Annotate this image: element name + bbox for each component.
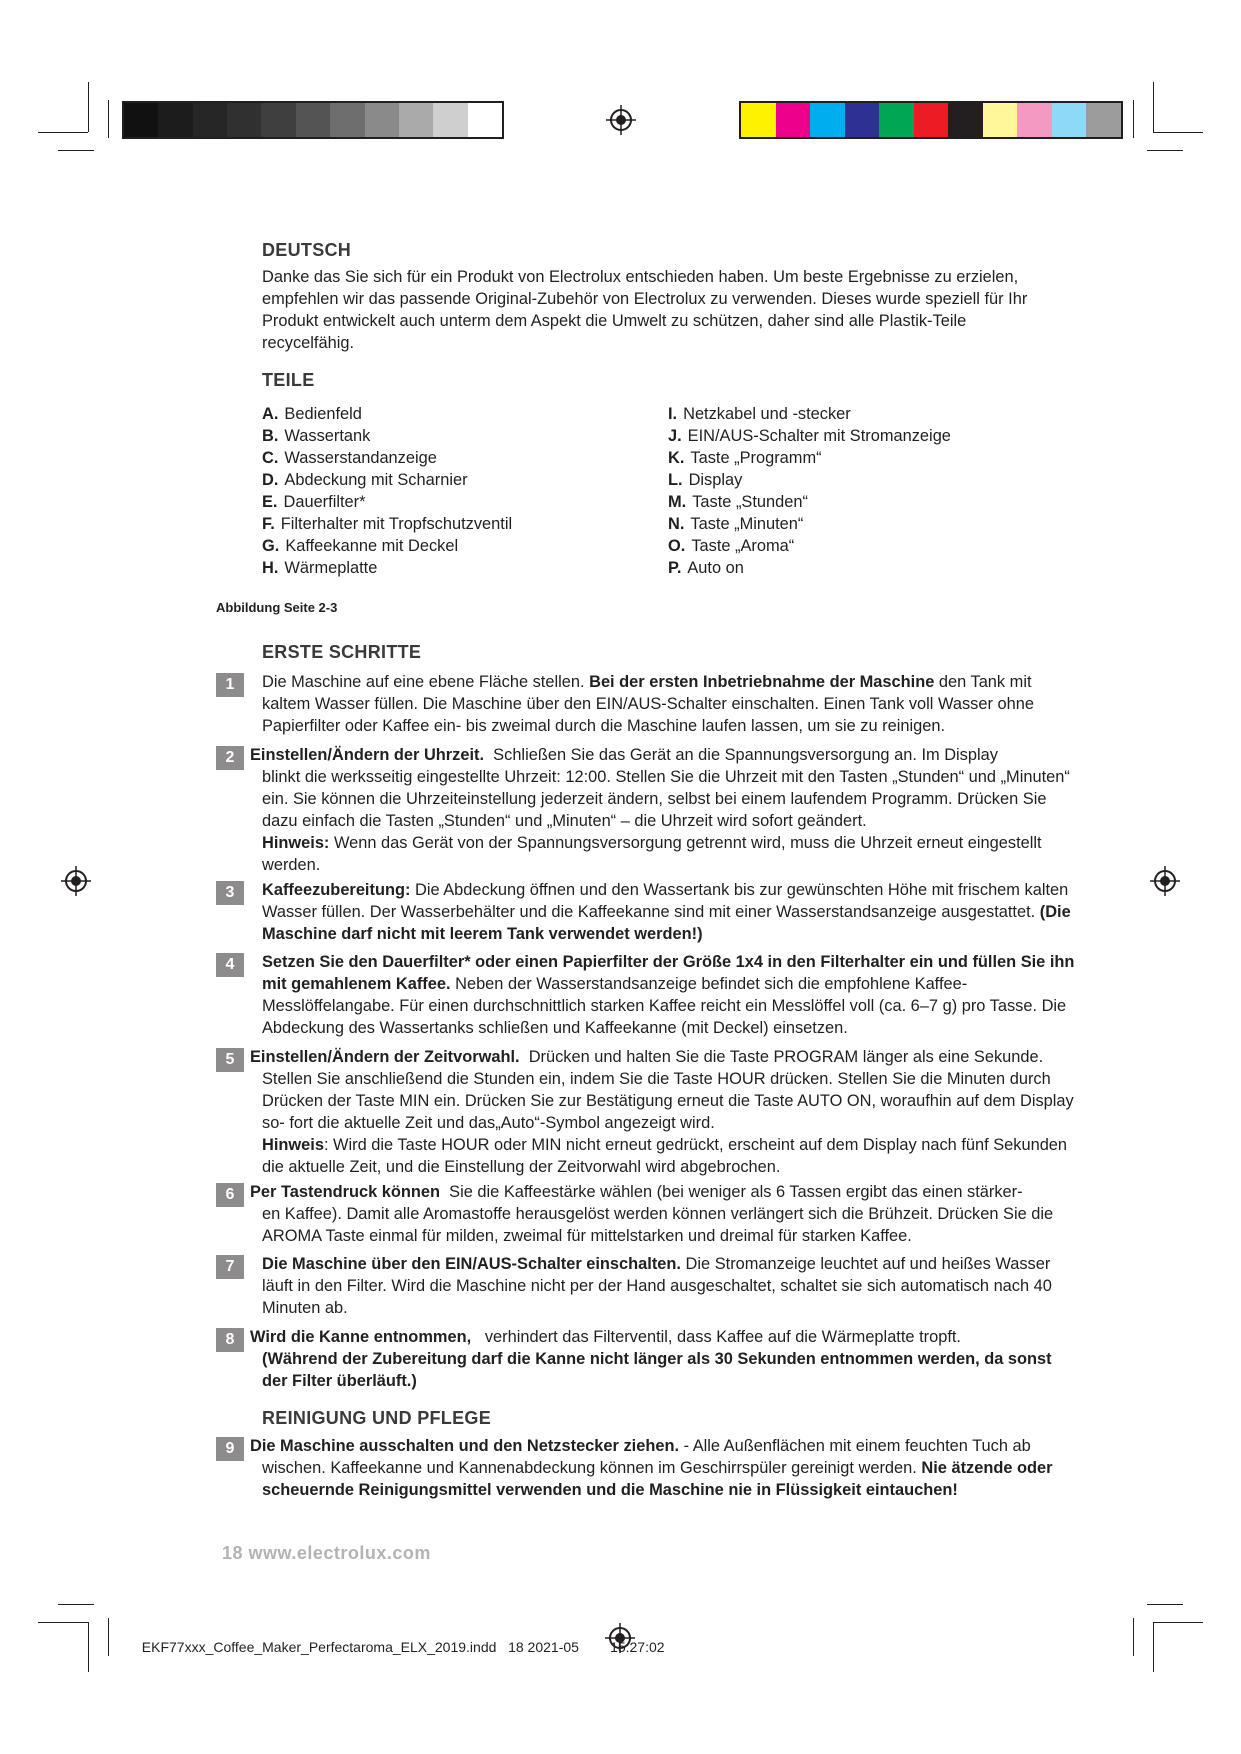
part-key: J. <box>668 427 682 445</box>
part-key: F. <box>262 515 275 533</box>
step-text: Setzen Sie den Dauerfilter* oder einen Papierfilter der Größe 1x4 in den Filterhalter ein und füllen Sie ihn mit gemahlenem Kaffee. Neben der Wasserstandsanzeige befindet sich die empfohlene Kaffee-Messlöffelangabe. Für einen durchschnittlich starken Kaffee reicht ein Messlöffel voll (ca. 6–7 g) pro Tasse. Die Abdeckung des Wassertanks schließen und Kaffeekanne (mit Deckel) einsetzen. <box>262 953 1075 1037</box>
part-key: P. <box>668 559 682 577</box>
parts-list-left <box>262 403 512 579</box>
crop-mark <box>38 1622 88 1623</box>
step-text: Einstellen/Ändern der Uhrzeit. Schließen Sie das Gerät an die Spannungsversorgung an. Im Display blinkt die werksseitig eingestellte Uhrzeit: 12:00. Stellen Sie die Uhrzeit mit den Tasten „Stunden“ und „Minuten“ ein. Sie können die Uhrzeiteinstellung jederzeit ändern, selbst bei einem laufendem Programm. Drücken Sie dazu einfach die Tasten „Stunden“ und „Minuten“ – die Uhrzeit wird sofort geändert. Hinweis: Wenn das Gerät von der Spannungsversorgung getrennt wird, muss die Uhrzeit erneut eingestellt werden. <box>250 746 1070 874</box>
crop-mark <box>1133 1618 1134 1656</box>
step-text: Wird die Kanne entnommen, verhindert das Filterventil, dass Kaffee auf die Wärmeplatte tropft. (Während der Zubereitung darf die Kanne nicht länger als 30 Sekunden entnommen werden, da sonst der Filter überläuft.) <box>250 1328 1052 1390</box>
part-label: Taste „Minuten“ <box>690 515 804 533</box>
section-heading-teile: TEILE <box>262 370 315 390</box>
part-item <box>262 403 512 425</box>
part-label: Taste „Programm“ <box>690 449 822 467</box>
part-key: L. <box>668 471 683 489</box>
part-key: D. <box>262 471 279 489</box>
part-key: E. <box>262 493 278 511</box>
part-item <box>262 469 512 491</box>
part-item <box>668 447 951 469</box>
step-8 <box>216 1326 1076 1392</box>
step-9 <box>216 1435 1076 1501</box>
part-key: A. <box>262 405 279 423</box>
step-number: 4 <box>216 953 244 977</box>
step-number: 6 <box>216 1183 244 1207</box>
crop-mark <box>1147 150 1183 151</box>
grayscale-color-bar <box>122 101 504 139</box>
gray-swatch <box>124 103 158 137</box>
section-heading-deutsch: DEUTSCH <box>262 240 352 260</box>
gray-swatch <box>433 103 467 137</box>
part-item <box>668 513 951 535</box>
registration-mark-icon <box>61 866 91 896</box>
figure-reference: Abbildung Seite 2-3 <box>216 600 338 615</box>
step-text: Die Maschine auf eine ebene Fläche stellen. Bei der ersten Inbetriebnahme der Maschine den Tank mit kaltem Wasser füllen. Die Maschine über den EIN/AUS-Schalter einschalten. Einen Tank voll Wasser ohne Papierfilter oder Kaffee ein- bis zweimal durch die Maschine laufen lassen, um sie zu reinigen. <box>262 673 1034 735</box>
step-text: Einstellen/Ändern der Zeitvorwahl. Drücken und halten Sie die Taste PROGRAM länger als eine Sekunde. Stellen Sie anschließend die Stunden ein, indem Sie die Taste HOUR drücken. Stellen Sie die Minuten durch Drücken der Taste MIN ein. Drücken Sie zur Bestätigung erneut die Taste AUTO ON, woraufhin auf dem Display so- fort die aktuelle Zeit und das„Auto“-Symbol angezeigt wird. Hinweis: Wird die Taste HOUR oder MIN nicht erneut gedrückt, erscheint auf dem Display nach fünf Sekunden die aktuelle Zeit, und die Einstellung der Zeitvorwahl wird abgebrochen. <box>250 1048 1074 1176</box>
color-swatch <box>983 103 1018 137</box>
part-item <box>668 469 951 491</box>
section-heading-reinigung: REINIGUNG UND PFLEGE <box>262 1408 492 1428</box>
color-swatch <box>879 103 914 137</box>
registration-mark-icon <box>606 105 636 135</box>
gray-swatch <box>468 103 502 137</box>
part-label: Kaffeekanne mit Deckel <box>285 537 459 555</box>
color-swatch <box>810 103 845 137</box>
color-swatch <box>948 103 983 137</box>
part-item <box>262 535 512 557</box>
part-key: B. <box>262 427 279 445</box>
part-key: K. <box>668 449 685 467</box>
slug-date: 2021-05 <box>527 1639 579 1655</box>
part-item <box>262 425 512 447</box>
step-number: 8 <box>216 1328 244 1352</box>
step-4 <box>216 951 1076 1039</box>
crop-mark <box>58 150 94 151</box>
part-label: Taste „Stunden“ <box>692 493 808 511</box>
step-text: Die Maschine über den EIN/AUS-Schalter einschalten. Die Stromanzeige leuchtet auf und heißes Wasser läuft in den Filter. Wird die Maschine nicht per der Hand ausgeschaltet, schaltet sie sich automatisch nach 40 Minuten ab. <box>262 1255 1052 1317</box>
part-item <box>262 491 512 513</box>
part-item <box>668 403 951 425</box>
part-label: Abdeckung mit Scharnier <box>284 471 468 489</box>
print-slug <box>134 1623 665 1655</box>
crop-mark <box>1153 1622 1154 1672</box>
gray-swatch <box>261 103 295 137</box>
part-key: M. <box>668 493 687 511</box>
crop-mark <box>38 132 88 133</box>
part-item <box>668 535 951 557</box>
step-text: Die Maschine ausschalten und den Netzstecker ziehen. - Alle Außenflächen mit einem feuchten Tuch ab wischen. Kaffeekanne und Kannenabdeckung können im Geschirrspüler gereinigt werden. Nie ätzende oder scheuernde Reinigungsmittel verwenden und die Maschine nie in Flüssigkeit eintauchen! <box>250 1437 1053 1499</box>
intro-paragraph: Danke das Sie sich für ein Produkt von Electrolux entschieden haben. Um beste Ergebnisse zu erzielen, empfehlen wir das passende Original-Zubehör von Electrolux zu verwenden. Dieses wurde speziell für Ihr Produkt entwickelt auch unterm dem Aspekt die Umwelt zu schützen, daher sind alle Plastik-Teile recycelfähig. <box>262 268 1028 352</box>
registration-mark-icon <box>1150 866 1180 896</box>
part-label: Auto on <box>687 559 744 577</box>
part-key: N. <box>668 515 685 533</box>
part-item <box>668 425 951 447</box>
gray-swatch <box>399 103 433 137</box>
gray-swatch <box>193 103 227 137</box>
slug-time: 15:27:02 <box>610 1639 665 1655</box>
part-label: Dauerfilter* <box>283 493 366 511</box>
crop-mark <box>1153 1622 1203 1623</box>
step-6 <box>216 1181 1076 1247</box>
step-text: Per Tastendruck können Sie die Kaffeestärke wählen (bei weniger als 6 Tassen ergibt das einen stärker- en Kaffee). Damit alle Aromastoffe herausgelöst werden können verlängert sich die Brühzeit. Drücken Sie die AROMA Taste einmal für milden, zweimal für mittelstarken und dreimal für starken Kaffee. <box>250 1183 1054 1245</box>
step-number: 7 <box>216 1255 244 1279</box>
step-number: 1 <box>216 673 244 697</box>
gray-swatch <box>227 103 261 137</box>
part-item <box>262 513 512 535</box>
crop-mark <box>88 82 89 132</box>
part-item <box>668 557 951 579</box>
part-label: Netzkabel und -stecker <box>683 405 851 423</box>
page-footer-url: 18 www.electrolux.com <box>222 1543 431 1563</box>
color-swatch <box>1052 103 1087 137</box>
part-label: Display <box>688 471 743 489</box>
color-swatch <box>1086 103 1121 137</box>
part-label: EIN/AUS-Schalter mit Stromanzeige <box>687 427 951 445</box>
color-swatch <box>845 103 880 137</box>
crop-mark <box>1153 82 1154 132</box>
part-label: Wasserstandanzeige <box>284 449 437 467</box>
step-number: 9 <box>216 1437 244 1461</box>
crop-mark <box>58 1604 94 1605</box>
step-number: 3 <box>216 881 244 905</box>
step-5 <box>216 1046 1076 1178</box>
gray-swatch <box>296 103 330 137</box>
slug-page: 18 <box>508 1639 524 1655</box>
part-label: Taste „Aroma“ <box>691 537 795 555</box>
crop-mark <box>1153 132 1203 133</box>
parts-list-right <box>668 403 951 579</box>
color-swatch <box>776 103 811 137</box>
slug-file: EKF77xxx_Coffee_Maker_Perfectaroma_ELX_2019.indd <box>141 1639 497 1655</box>
color-swatch <box>914 103 949 137</box>
process-color-bar <box>739 101 1123 139</box>
part-key: G. <box>262 537 280 555</box>
part-item <box>668 491 951 513</box>
gray-swatch <box>365 103 399 137</box>
step-text: Kaffeezubereitung: Die Abdeckung öffnen und den Wassertank bis zur gewünschten Höhe mit frischem kalten Wasser füllen. Der Wasserbehälter und die Kaffeekanne sind mit einer Wasserstandsanzeige ausgestattet. (Die Maschine darf nicht mit leerem Tank verwendet werden!) <box>262 881 1071 943</box>
part-label: Filterhalter mit Tropfschutzventil <box>280 515 513 533</box>
part-item <box>262 447 512 469</box>
part-label: Wassertank <box>284 427 371 445</box>
step-3 <box>216 879 1076 945</box>
part-item <box>262 557 512 579</box>
gray-swatch <box>158 103 192 137</box>
crop-mark <box>108 1618 109 1656</box>
part-key: C. <box>262 449 279 467</box>
step-2 <box>216 744 1076 876</box>
part-label: Wärmeplatte <box>284 559 378 577</box>
crop-mark <box>1133 100 1134 138</box>
gray-swatch <box>330 103 364 137</box>
crop-mark <box>108 100 109 138</box>
part-key: I. <box>668 405 678 423</box>
step-7 <box>216 1253 1076 1319</box>
step-1 <box>216 671 1076 737</box>
crop-mark <box>88 1622 89 1672</box>
step-number: 2 <box>216 746 244 770</box>
color-swatch <box>741 103 776 137</box>
color-swatch <box>1017 103 1052 137</box>
section-heading-erste-schritte: ERSTE SCHRITTE <box>262 642 422 662</box>
part-key: H. <box>262 559 279 577</box>
part-label: Bedienfeld <box>284 405 362 423</box>
part-key: O. <box>668 537 686 555</box>
crop-mark <box>1147 1604 1183 1605</box>
step-number: 5 <box>216 1048 244 1072</box>
